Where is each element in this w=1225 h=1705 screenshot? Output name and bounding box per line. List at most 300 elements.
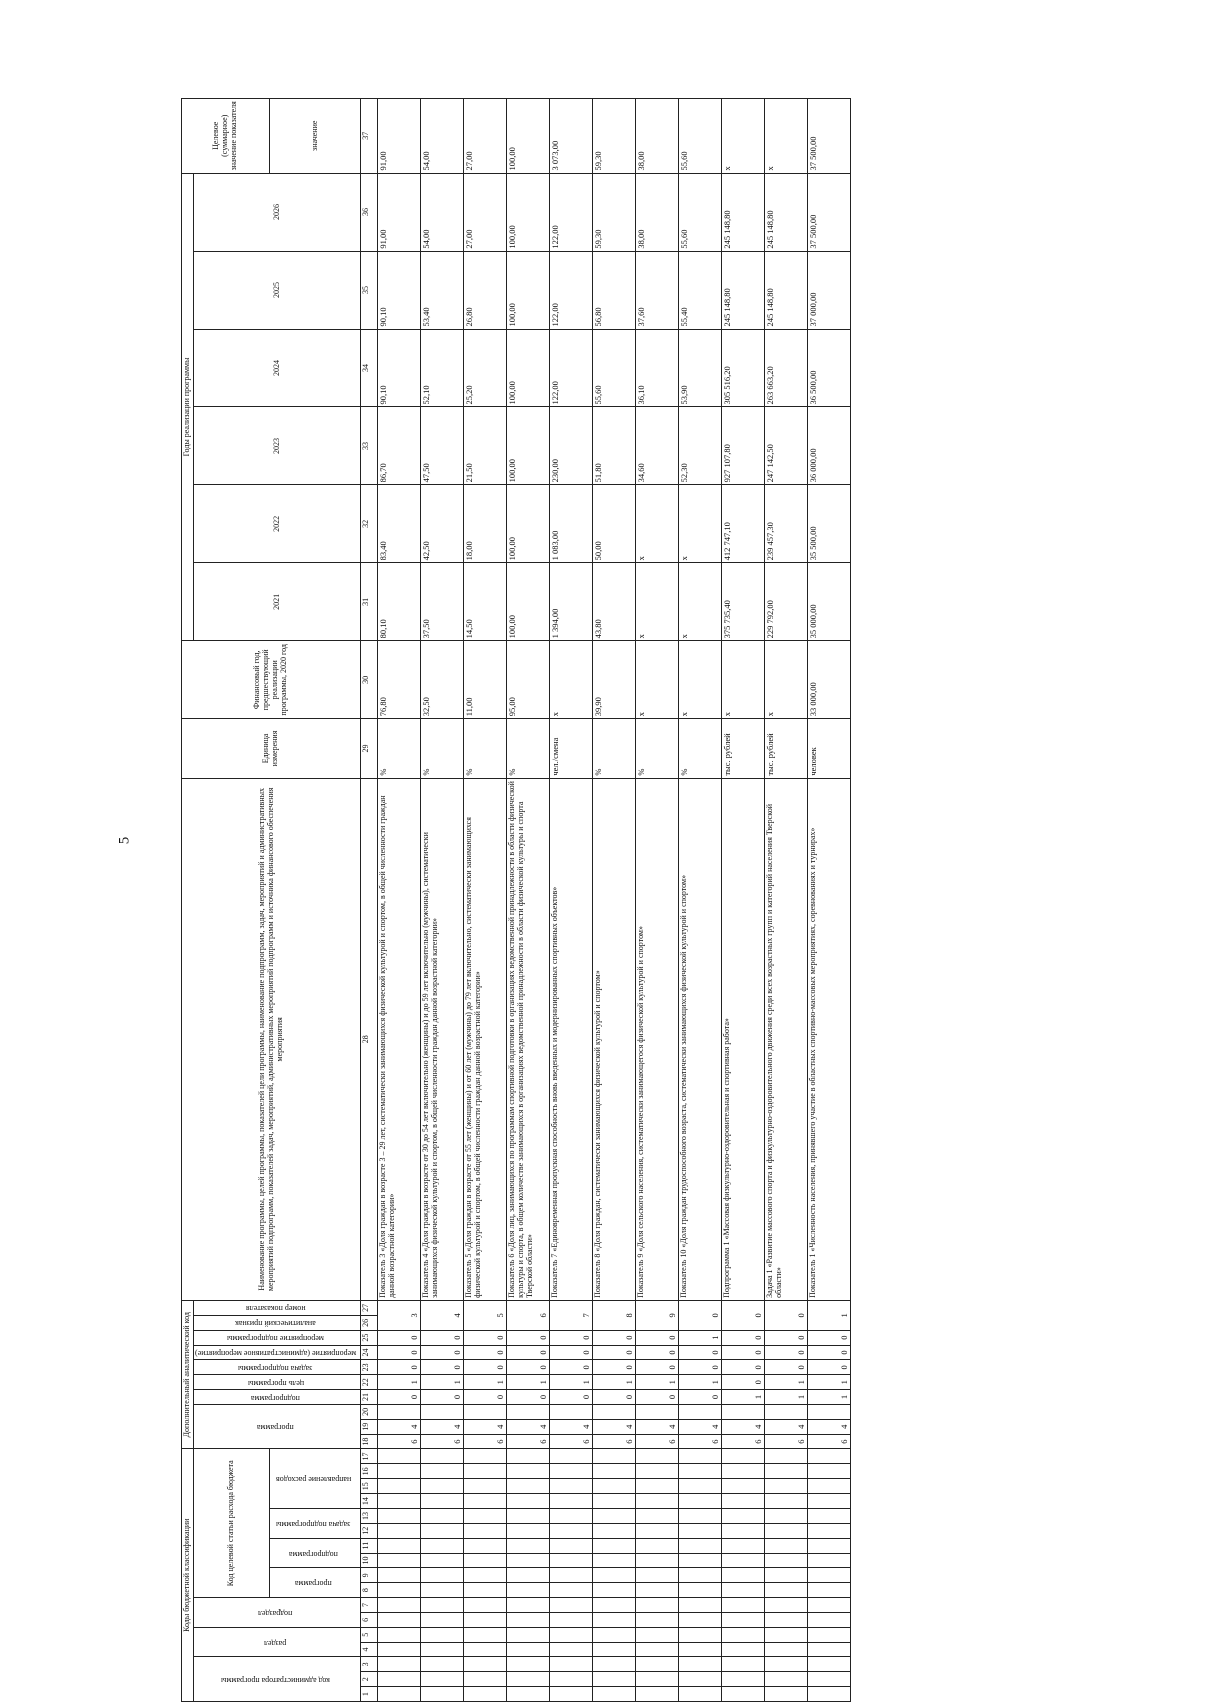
code-digit-cell: 7 [550, 1300, 593, 1330]
code-cell [679, 1404, 722, 1419]
code-cell [593, 1449, 636, 1464]
row-base-value: x [679, 641, 722, 719]
code-cell [378, 1404, 421, 1419]
code-cell [507, 1687, 550, 1702]
code-cell [593, 1523, 636, 1538]
code-cell [636, 1509, 679, 1524]
target-header: Целевое (суммарное) значение показателя [182, 99, 270, 174]
code-cell [636, 1583, 679, 1598]
code-cell [679, 1494, 722, 1509]
code-cell [507, 1404, 550, 1419]
row-target-value: x [765, 99, 808, 174]
code-cell [636, 1494, 679, 1509]
row-year-value: 80,10 [378, 563, 421, 641]
code-cell [636, 1627, 679, 1642]
code-cell [679, 1464, 722, 1479]
row-year-value: 37,50 [421, 563, 464, 641]
program-code-cell: 6 [464, 1434, 507, 1449]
row-name: Показатель 5 «Доля граждан в возрасте от 55 лет (женщины) и от 60 лет (мужчины) до 79 лет включительно, систематически занимающихся физической культурой и спортом, в общей численности граждан данной возрастной категории» [464, 778, 507, 1300]
code-cell [550, 1538, 593, 1553]
code-cell [593, 1553, 636, 1568]
code-cell [464, 1523, 507, 1538]
row-year-value: 83,40 [378, 485, 421, 563]
row-year-value: 52,10 [421, 329, 464, 407]
program-code-cell-2: 4 [765, 1419, 808, 1434]
code-cell [550, 1494, 593, 1509]
row-name: Показатель 4 «Доля граждан в возрасте от 30 до 54 лет включительно (женщины) и до 59 лет включительно (мужчины), систематически занимающихся физической культурой и спортом, в общей численности граждан данной возрастной категории» [421, 778, 464, 1300]
code-cell [550, 1612, 593, 1627]
row-base-value: x [722, 641, 765, 719]
code-digit-cell: 0 [679, 1300, 722, 1330]
section-header-label: раздел [264, 1638, 287, 1648]
code-cell [378, 1583, 421, 1598]
row-target-value: 59,30 [593, 99, 636, 174]
program-table [181, 98, 851, 1702]
row-name: Показатель 9 «Доля сельского населения, систематически занимающегося физической культурой и спортом» [636, 778, 679, 1300]
program-code-cell-2: 4 [722, 1419, 765, 1434]
code-cell [808, 1687, 851, 1702]
program-code-cell-2: 4 [636, 1419, 679, 1434]
row-name: Показатель 1 «Численность населения, принявшего участие в областных спортивно-массовых мероприятиях, соревнованиях и турнирах» [808, 778, 851, 1300]
code-cell [421, 1523, 464, 1538]
row-year-value: 36 500,00 [808, 329, 851, 407]
event-admin-header-label: мероприятие (административное мероприятие) [194, 1348, 357, 1358]
table-row [378, 99, 421, 1702]
code-cell [593, 1627, 636, 1642]
code-cell [765, 1568, 808, 1583]
indicator-number-header-label: номер показателя [245, 1304, 306, 1314]
row-unit: тыс. рублей [722, 719, 765, 778]
column-number: 7 [361, 1598, 378, 1613]
row-target-value: 27,00 [464, 99, 507, 174]
row-year-value: 59,30 [593, 173, 636, 251]
indicator-number-header [193, 1300, 360, 1315]
program-code-cell: 6 [378, 1434, 421, 1449]
code-cell [550, 1509, 593, 1524]
row-year-value: 35 500,00 [808, 485, 851, 563]
code-digit-cell: 0 [507, 1345, 550, 1360]
code-cell [636, 1464, 679, 1479]
code-cell [507, 1494, 550, 1509]
task-subprogram-ad-header [193, 1360, 360, 1375]
code-cell [808, 1553, 851, 1568]
program-header-label: программа [295, 1579, 332, 1589]
code-cell [765, 1449, 808, 1464]
subprogram-ad-header [193, 1390, 360, 1405]
code-cell [507, 1553, 550, 1568]
code-cell [679, 1568, 722, 1583]
year-header-2021: 2021 [193, 563, 360, 641]
code-cell [636, 1598, 679, 1613]
section-header [193, 1627, 360, 1657]
row-year-value: 230,00 [550, 407, 593, 485]
code-digit-cell: 0 [378, 1390, 421, 1405]
code-cell [808, 1672, 851, 1687]
code-cell [421, 1538, 464, 1553]
program-code-cell: 6 [808, 1434, 851, 1449]
row-year-value: 100,00 [507, 485, 550, 563]
program-code-cell-2: 4 [507, 1419, 550, 1434]
code-cell [464, 1449, 507, 1464]
code-cell [808, 1583, 851, 1598]
program-code-cell-2: 4 [550, 1419, 593, 1434]
code-digit-cell: 0 [421, 1345, 464, 1360]
column-number: 9 [361, 1568, 378, 1583]
code-cell [464, 1642, 507, 1657]
row-year-value: 53,40 [421, 251, 464, 329]
row-name: Показатель 3 «Доля граждан в возрасте 3 – 29 лет, систематически занимающихся физической культурой и спортом, в общей численности граждан данной возрастной категории» [378, 778, 421, 1300]
code-cell [593, 1568, 636, 1583]
code-cell [507, 1627, 550, 1642]
code-cell [679, 1598, 722, 1613]
program-ad-header [193, 1404, 360, 1449]
code-cell [550, 1642, 593, 1657]
event-admin-header [193, 1345, 360, 1360]
direction-expenses-header-label: направление расходов [276, 1475, 352, 1485]
row-unit: % [636, 719, 679, 778]
code-cell [593, 1672, 636, 1687]
row-base-value: 32,50 [421, 641, 464, 719]
row-year-value: 245 148,80 [722, 251, 765, 329]
code-digit-cell: 1 [464, 1375, 507, 1390]
program-code-cell: 6 [593, 1434, 636, 1449]
program-code-cell: 6 [636, 1434, 679, 1449]
column-number: 23 [361, 1360, 378, 1375]
code-cell [765, 1494, 808, 1509]
code-digit-cell: 0 [722, 1375, 765, 1390]
code-digit-cell: 1 [679, 1375, 722, 1390]
code-cell [378, 1538, 421, 1553]
code-cell [765, 1509, 808, 1524]
column-number: 17 [361, 1449, 378, 1464]
code-cell [765, 1672, 808, 1687]
row-year-value: 52,30 [679, 407, 722, 485]
code-digit-cell: 0 [722, 1330, 765, 1345]
row-unit: человек [808, 719, 851, 778]
column-number: 24 [361, 1345, 378, 1360]
code-digit-cell: 0 [550, 1345, 593, 1360]
year-header-2026: 2026 [193, 173, 360, 251]
subprogram-header [270, 1538, 361, 1568]
code-digit-cell: 0 [378, 1345, 421, 1360]
column-number: 32 [361, 485, 378, 563]
row-year-value: 100,00 [507, 329, 550, 407]
code-cell [808, 1523, 851, 1538]
code-cell [507, 1612, 550, 1627]
code-digit-cell: 0 [808, 1360, 851, 1375]
row-target-value: x [722, 99, 765, 174]
row-year-value: 55,40 [679, 251, 722, 329]
code-cell [421, 1598, 464, 1613]
row-year-value: 36,10 [636, 329, 679, 407]
code-cell [765, 1583, 808, 1598]
row-base-value: x [636, 641, 679, 719]
goal-program-header-label: цель программы [247, 1378, 304, 1388]
code-cell [722, 1583, 765, 1598]
code-digit-cell: 0 [464, 1345, 507, 1360]
row-unit: % [507, 719, 550, 778]
code-digit-cell: 0 [378, 1330, 421, 1345]
code-cell [378, 1494, 421, 1509]
code-cell [808, 1657, 851, 1672]
column-number: 21 [361, 1390, 378, 1405]
code-cell [765, 1479, 808, 1494]
subprogram-header-label: подпрограмма [289, 1549, 339, 1559]
row-year-value: x [679, 485, 722, 563]
code-cell [378, 1627, 421, 1642]
code-digit-cell: 0 [593, 1330, 636, 1345]
code-cell [636, 1449, 679, 1464]
column-number: 6 [361, 1612, 378, 1627]
code-cell [550, 1464, 593, 1479]
code-cell [808, 1494, 851, 1509]
code-cell [679, 1657, 722, 1672]
row-year-value: 35 000,00 [808, 563, 851, 641]
code-cell [421, 1494, 464, 1509]
code-cell [421, 1687, 464, 1702]
column-number: 33 [361, 407, 378, 485]
row-target-value: 38,00 [636, 99, 679, 174]
code-digit-cell: 1 [765, 1375, 808, 1390]
code-cell [550, 1568, 593, 1583]
code-cell [507, 1642, 550, 1657]
code-cell [765, 1598, 808, 1613]
row-year-value: 122,00 [550, 251, 593, 329]
code-cell [464, 1404, 507, 1419]
code-cell [421, 1464, 464, 1479]
row-year-value: 91,00 [378, 173, 421, 251]
row-year-value: 51,80 [593, 407, 636, 485]
table-row [722, 99, 765, 1702]
program-code-cell: 6 [722, 1434, 765, 1449]
code-cell [464, 1598, 507, 1613]
code-digit-cell: 0 [507, 1390, 550, 1405]
task-subprogram-header [270, 1509, 361, 1539]
program-code-cell: 6 [550, 1434, 593, 1449]
code-cell [378, 1464, 421, 1479]
event-subprogram-header [193, 1330, 360, 1345]
code-cell [722, 1464, 765, 1479]
code-cell [593, 1642, 636, 1657]
code-digit-cell: 0 [593, 1360, 636, 1375]
code-cell [636, 1568, 679, 1583]
code-digit-cell: 1 [808, 1300, 851, 1330]
row-base-value: 39,90 [593, 641, 636, 719]
code-cell [722, 1687, 765, 1702]
code-cell [421, 1612, 464, 1627]
budget-codes-header: Коды бюджетной классификации [182, 1449, 194, 1702]
row-year-value: 54,00 [421, 173, 464, 251]
code-cell [507, 1657, 550, 1672]
year-header-2023: 2023 [193, 407, 360, 485]
row-year-value: 247 142,50 [765, 407, 808, 485]
column-number: 27 [361, 1300, 378, 1315]
code-digit-cell: 1 [808, 1375, 851, 1390]
code-cell [421, 1657, 464, 1672]
code-cell [378, 1553, 421, 1568]
code-cell [507, 1598, 550, 1613]
column-number: 15 [361, 1479, 378, 1494]
direction-expenses-header [270, 1449, 361, 1509]
row-year-value: 37 000,00 [808, 251, 851, 329]
code-digit-cell: 1 [550, 1375, 593, 1390]
code-digit-cell: 0 [593, 1390, 636, 1405]
code-cell [679, 1612, 722, 1627]
code-cell [808, 1568, 851, 1583]
code-digit-cell: 3 [378, 1300, 421, 1330]
row-unit: % [593, 719, 636, 778]
row-year-value: 245 148,80 [722, 173, 765, 251]
code-cell [378, 1642, 421, 1657]
column-number: 12 [361, 1523, 378, 1538]
row-year-value: 412 747,10 [722, 485, 765, 563]
code-digit-cell: 0 [636, 1345, 679, 1360]
event-subprogram-header-label: мероприятие подпрограммы [227, 1334, 325, 1344]
row-unit: % [378, 719, 421, 778]
row-target-value: 91,00 [378, 99, 421, 174]
code-cell [722, 1598, 765, 1613]
additional-code-header: Дополнительный аналитический код [182, 1300, 194, 1449]
code-cell [421, 1568, 464, 1583]
code-cell [421, 1404, 464, 1419]
code-digit-cell: 0 [464, 1390, 507, 1405]
code-cell [378, 1657, 421, 1672]
code-cell [593, 1583, 636, 1598]
subsection-header-label: подраздел [258, 1608, 293, 1618]
code-cell [464, 1672, 507, 1687]
row-year-value: 90,10 [378, 251, 421, 329]
admin-code-header [193, 1657, 360, 1702]
code-cell [421, 1583, 464, 1598]
code-cell [378, 1568, 421, 1583]
column-number: 8 [361, 1583, 378, 1598]
row-year-value: 1 394,00 [550, 563, 593, 641]
code-cell [722, 1627, 765, 1642]
code-cell [593, 1598, 636, 1613]
code-cell [464, 1657, 507, 1672]
row-year-value: 56,80 [593, 251, 636, 329]
code-digit-cell: 1 [636, 1375, 679, 1390]
code-cell [722, 1657, 765, 1672]
column-number: 30 [361, 641, 378, 719]
column-number: 3 [361, 1657, 378, 1672]
code-cell [507, 1523, 550, 1538]
code-cell [550, 1687, 593, 1702]
column-number: 19 [361, 1419, 378, 1434]
row-year-value: 37 500,00 [808, 173, 851, 251]
code-cell [765, 1538, 808, 1553]
row-year-value: 18,00 [464, 485, 507, 563]
column-number: 11 [361, 1538, 378, 1553]
column-number: 36 [361, 173, 378, 251]
code-cell [550, 1583, 593, 1598]
code-cell [722, 1509, 765, 1524]
row-year-value: 26,80 [464, 251, 507, 329]
code-cell [679, 1627, 722, 1642]
code-digit-cell: 0 [507, 1360, 550, 1375]
code-cell [378, 1523, 421, 1538]
code-cell [722, 1553, 765, 1568]
code-cell [636, 1404, 679, 1419]
table-row [636, 99, 679, 1702]
code-cell [765, 1523, 808, 1538]
code-digit-cell: 1 [808, 1390, 851, 1405]
row-target-value: 37 500,00 [808, 99, 851, 174]
code-cell [636, 1538, 679, 1553]
code-cell [636, 1687, 679, 1702]
code-digit-cell: 0 [636, 1390, 679, 1405]
code-cell [550, 1672, 593, 1687]
row-year-value: 27,00 [464, 173, 507, 251]
code-cell [679, 1479, 722, 1494]
code-digit-cell: 0 [550, 1330, 593, 1345]
admin-code-header-label: код администратора программы [221, 1675, 330, 1685]
code-digit-cell: 1 [507, 1375, 550, 1390]
column-number: 25 [361, 1330, 378, 1345]
code-cell [679, 1687, 722, 1702]
row-year-value: 21,50 [464, 407, 507, 485]
row-year-value: 122,00 [550, 329, 593, 407]
program-code-cell-2: 4 [421, 1419, 464, 1434]
row-year-value: 305 516,20 [722, 329, 765, 407]
table-row [679, 99, 722, 1702]
code-digit-cell: 8 [593, 1300, 636, 1330]
row-name: Показатель 10 «Доля граждан трудоспособного возраста, систематически занимающихся физической культурой и спортом» [679, 778, 722, 1300]
code-cell [593, 1687, 636, 1702]
program-code-cell-2: 4 [378, 1419, 421, 1434]
row-year-value: 245 148,80 [765, 173, 808, 251]
code-cell [421, 1479, 464, 1494]
code-cell [808, 1509, 851, 1524]
code-cell [722, 1449, 765, 1464]
code-cell [765, 1642, 808, 1657]
table-row [765, 99, 808, 1702]
code-cell [765, 1404, 808, 1419]
fin-year-header: Финансовый год, предшествующий реализации программы, 2020 год [182, 641, 361, 719]
row-year-value: x [679, 563, 722, 641]
code-cell [722, 1479, 765, 1494]
table-row [808, 99, 851, 1702]
code-digit-cell: 0 [421, 1360, 464, 1375]
row-target-value: 55,60 [679, 99, 722, 174]
row-year-value: 375 735,40 [722, 563, 765, 641]
code-cell [421, 1509, 464, 1524]
row-year-value: 50,00 [593, 485, 636, 563]
code-cell [464, 1627, 507, 1642]
analytic-sign-header-label: аналитический признак [235, 1319, 316, 1329]
code-cell [421, 1449, 464, 1464]
column-number: 1 [361, 1687, 378, 1702]
code-cell [507, 1509, 550, 1524]
row-unit: тыс. рублей [765, 719, 808, 778]
program-code-cell: 6 [679, 1434, 722, 1449]
code-cell [679, 1449, 722, 1464]
table-row [464, 99, 507, 1702]
code-cell [550, 1523, 593, 1538]
code-digit-cell: 6 [507, 1300, 550, 1330]
code-digit-cell: 9 [636, 1300, 679, 1330]
row-year-value: 100,00 [507, 563, 550, 641]
rotated-page [181, 98, 1225, 1697]
code-digit-cell: 1 [378, 1375, 421, 1390]
row-year-value: 263 663,20 [765, 329, 808, 407]
code-cell [378, 1449, 421, 1464]
code-cell [636, 1642, 679, 1657]
code-digit-cell: 1 [593, 1375, 636, 1390]
name-header: Наименование программы, целей программы, показателей цели программы, наименование подпрограмм, задач, мероприятий и административных мероприятий подпрограмм, показателей задач, мероприятий, административных мероприятий подпрограмм и источника финансового обеспечения мероприятия [182, 778, 361, 1300]
code-cell [378, 1509, 421, 1524]
row-year-value: 36 000,00 [808, 407, 851, 485]
